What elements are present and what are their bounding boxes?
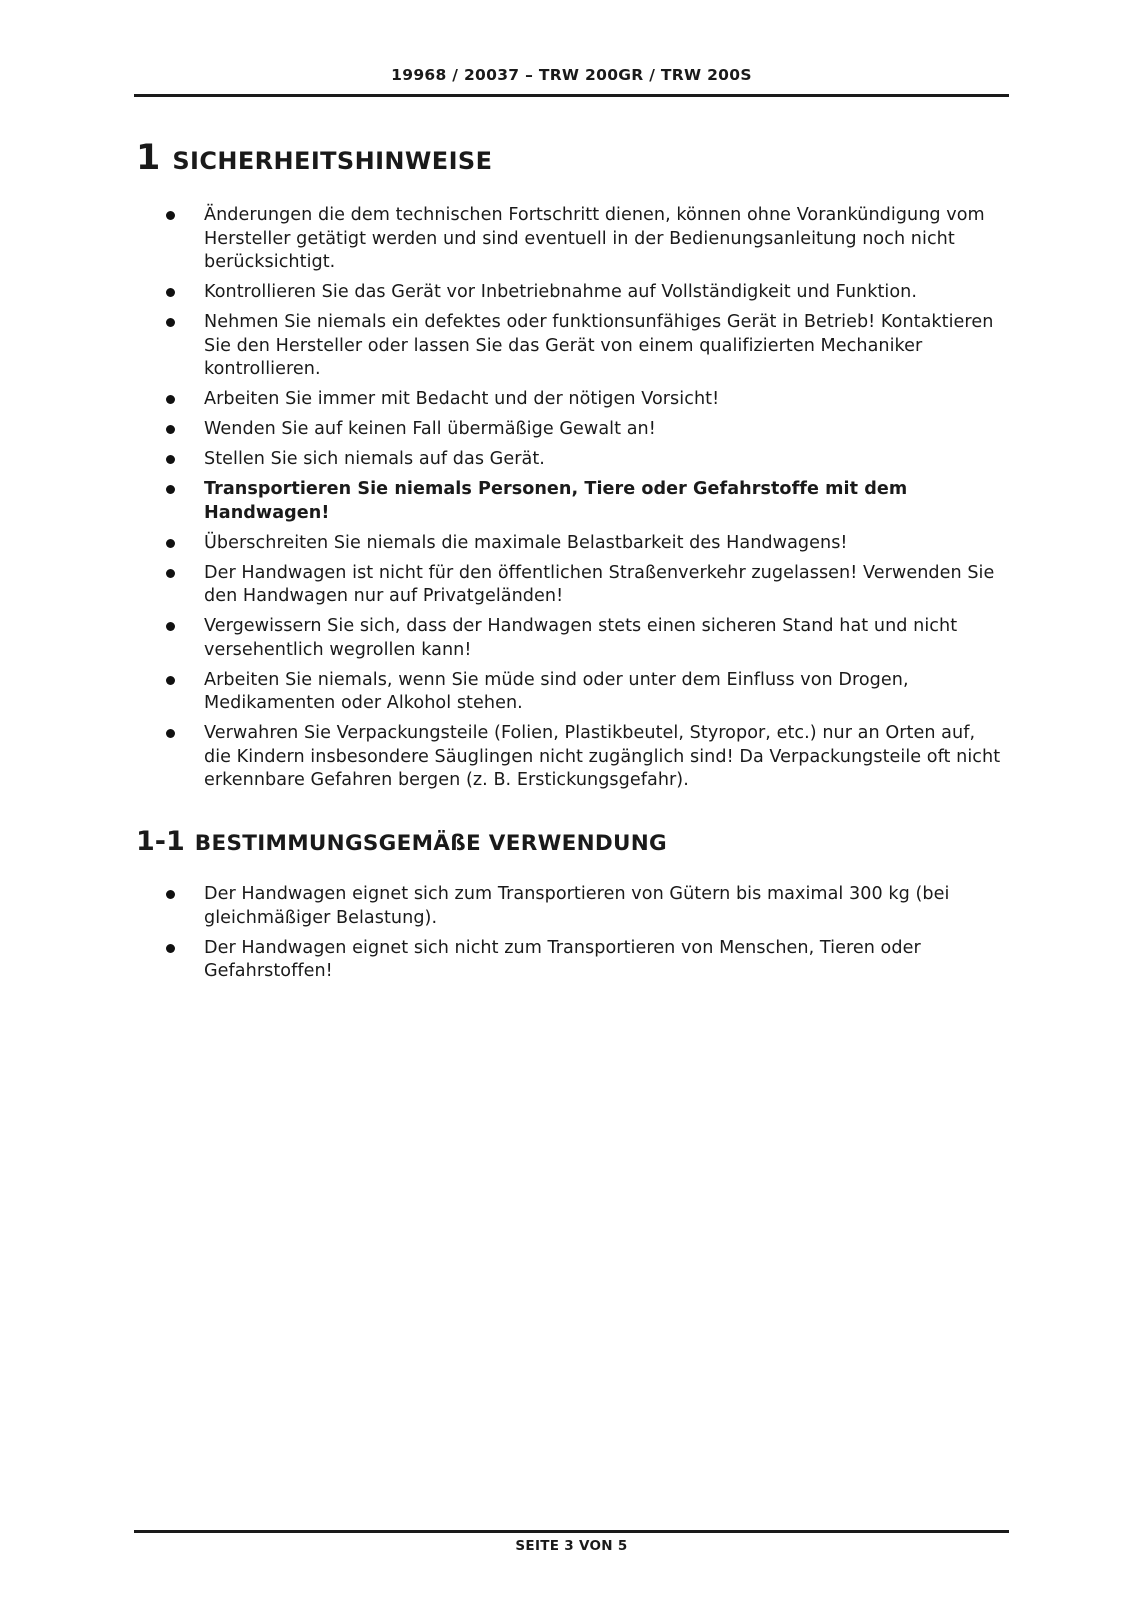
list-item-text: Stellen Sie sich niemals auf das Gerät.	[204, 449, 545, 469]
list-item-text: Wenden Sie auf keinen Fall übermäßige Gewalt an!	[204, 419, 656, 439]
list-item	[136, 204, 1006, 275]
section-number: 1-1	[136, 826, 185, 857]
bullet-icon	[166, 944, 175, 953]
list-item-text: Nehmen Sie niemals ein defektes oder funktionsunfähiges Gerät in Betrieb! Kontaktieren Sie den Hersteller oder lassen Sie das Gerät von einem qualifizierten Mechaniker kontrollieren.	[204, 312, 994, 379]
bullet-icon	[166, 539, 175, 548]
list-item-text: Der Handwagen ist nicht für den öffentlichen Straßenverkehr zugelassen! Verwenden Sie den Handwagen nur auf Privatgeländen!	[204, 562, 995, 606]
list-item	[136, 615, 1006, 662]
bullet-icon	[166, 425, 175, 434]
bullet-icon	[166, 890, 175, 899]
list-item-text: Vergewissern Sie sich, dass der Handwagen stets einen sicheren Stand hat und nicht versehentlich wegrollen kann!	[204, 616, 958, 660]
list-item	[136, 722, 1006, 793]
list-item	[136, 418, 1006, 442]
bullet-icon	[166, 622, 175, 631]
list-item-text: Der Handwagen eignet sich nicht zum Transportieren von Menschen, Tieren oder Gefahrstoffen!	[204, 937, 921, 981]
list-item-text: Arbeiten Sie immer mit Bedacht und der nötigen Vorsicht!	[204, 389, 720, 409]
list-item	[136, 311, 1006, 382]
document-header: 19968 / 20037 – TRW 200GR / TRW 200S	[391, 66, 752, 84]
section-safety	[136, 138, 1006, 799]
section-title: BESTIMMUNGSGEMÄßE VERWENDUNG	[194, 831, 668, 856]
list-item	[136, 532, 1006, 556]
section-heading-intended-use	[136, 826, 1006, 857]
list-item	[136, 478, 1006, 525]
bullet-icon	[166, 485, 175, 494]
list-item-text: Transportieren Sie niemals Personen, Tiere oder Gefahrstoffe mit dem Handwagen!	[204, 479, 908, 523]
bullet-icon	[166, 676, 175, 685]
list-item-text: Arbeiten Sie niemals, wenn Sie müde sind oder unter dem Einfluss von Drogen, Medikamenten oder Alkohol stehen.	[204, 669, 909, 713]
list-item	[136, 669, 1006, 716]
bullet-icon	[166, 288, 175, 297]
section-title: SICHERHEITSHINWEISE	[172, 147, 493, 175]
list-item-text: Kontrollieren Sie das Gerät vor Inbetriebnahme auf Vollständigkeit und Funktion.	[204, 282, 918, 302]
safety-bullet-list	[136, 204, 1006, 793]
list-item	[136, 937, 1006, 984]
bullet-icon	[166, 395, 175, 404]
list-item	[136, 562, 1006, 609]
page-number: SEITE 3 VON 5	[515, 1538, 628, 1554]
list-item	[136, 883, 1006, 930]
bullet-icon	[166, 211, 175, 220]
section-heading-safety	[136, 138, 1006, 178]
list-item-text: Änderungen die dem technischen Fortschritt dienen, können ohne Vorankündigung vom Hersteller getätigt werden und sind eventuell in der Bedienungsanleitung noch nicht berücksichtigt.	[204, 205, 985, 272]
list-item	[136, 281, 1006, 305]
bullet-icon	[166, 729, 175, 738]
bullet-icon	[166, 455, 175, 464]
section-intended-use	[136, 826, 1006, 990]
list-item-text: Überschreiten Sie niemals die maximale Belastbarkeit des Handwagens!	[204, 532, 848, 553]
list-item-text: Der Handwagen eignet sich zum Transportieren von Gütern bis maximal 300 kg (bei gleichmäßiger Belastung).	[204, 884, 950, 928]
intended-use-bullet-list	[136, 883, 1006, 984]
footer-rule	[134, 1530, 1009, 1533]
section-number: 1	[136, 138, 161, 178]
list-item	[136, 448, 1006, 472]
list-item	[136, 388, 1006, 412]
list-item-text: Verwahren Sie Verpackungsteile (Folien, Plastikbeutel, Styropor, etc.) nur an Orten auf, die Kindern insbesondere Säuglingen nicht zugänglich sind! Da Verpackungsteile oft nicht erkennbare Gefahren bergen (z. B. Erstickungsgefahr).	[204, 723, 1001, 790]
header-rule	[134, 94, 1009, 97]
bullet-icon	[166, 318, 175, 327]
bullet-icon	[166, 569, 175, 578]
